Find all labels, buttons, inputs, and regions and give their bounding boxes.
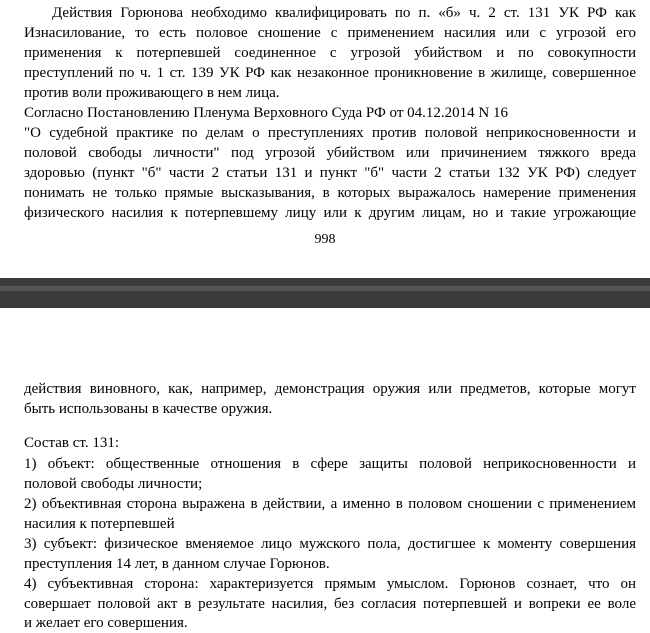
page-number: 998 bbox=[314, 232, 336, 247]
paragraph-line: Действия Горюнова необходимо квалифицировать по п. «б» ч. 2 ст. 131 УК РФ как bbox=[52, 5, 636, 21]
list-item-line: половой свободы личности; bbox=[24, 476, 203, 492]
paragraph-line: преступлений по ч. 1 ст. 139 УК РФ как незаконное проникновение в жилище, совершенное bbox=[24, 65, 636, 81]
list-item-line: совершает половой акт в результате насилия, без согласия потерпевшей и вопреки ее воле bbox=[24, 596, 636, 612]
paragraph-line: Изнасилование, то есть половое сношение с применением насилия или с угрозой его bbox=[24, 25, 636, 41]
paragraph-line: половой свободы личности" под угрозой убийством или причинением тяжкого вреда bbox=[24, 145, 636, 161]
paragraph-line: против воли проживающего в нем лица. bbox=[24, 85, 280, 101]
list-item-line: и желает его совершения. bbox=[24, 615, 188, 631]
list-item-line: 3) субъект: физическое вменяемое лицо мужского пола, достигшее к моменту совершения bbox=[24, 536, 636, 552]
list-item-line: 4) субъективная сторона: характеризуется прямым умыслом. Горюнов сознает, что он bbox=[24, 576, 636, 592]
list-item-line: 1) объект: общественные отношения в сфере защиты половой неприкосновенности и bbox=[24, 456, 636, 472]
section-heading: Состав ст. 131: bbox=[24, 435, 120, 451]
paragraph-line: быть использованы в качестве оружия. bbox=[24, 401, 273, 417]
paragraph-line: Согласно Постановлению Пленума Верховного Суда РФ от 04.12.2014 N 16 bbox=[24, 105, 508, 121]
paragraph-line: здоровью (пункт "б" части 2 статьи 131 и пункт "б" части 2 статьи 132 УК РФ) следует bbox=[24, 165, 636, 181]
paragraph-line: понимать не только прямые высказывания, в которых выражалось намерение применения bbox=[24, 185, 636, 201]
list-item-line: преступления 14 лет, в данном случае Горюнов. bbox=[24, 556, 330, 572]
list-item-line: насилия к потерпевшей bbox=[24, 516, 175, 532]
paragraph-line: физического насилия к потерпевшему лицу или к другим лицам, но и такие угрожающие bbox=[24, 205, 636, 221]
paragraph-line: действия виновного, как, например, демонстрация оружия или предметов, которые могут bbox=[24, 381, 636, 397]
page-separator bbox=[0, 278, 650, 308]
paragraph-line: "О судебной практике по делам о преступлениях против половой неприкосновенности и bbox=[24, 125, 636, 141]
document-page-bottom bbox=[0, 308, 650, 631]
paragraph-line: применения к потерпевшей соединенное с угрозой убийством и по совокупности bbox=[24, 45, 636, 61]
document-page-top bbox=[0, 0, 650, 278]
list-item-line: 2) объективная сторона выражена в действии, а именно в половом сношении с применением bbox=[24, 496, 636, 512]
